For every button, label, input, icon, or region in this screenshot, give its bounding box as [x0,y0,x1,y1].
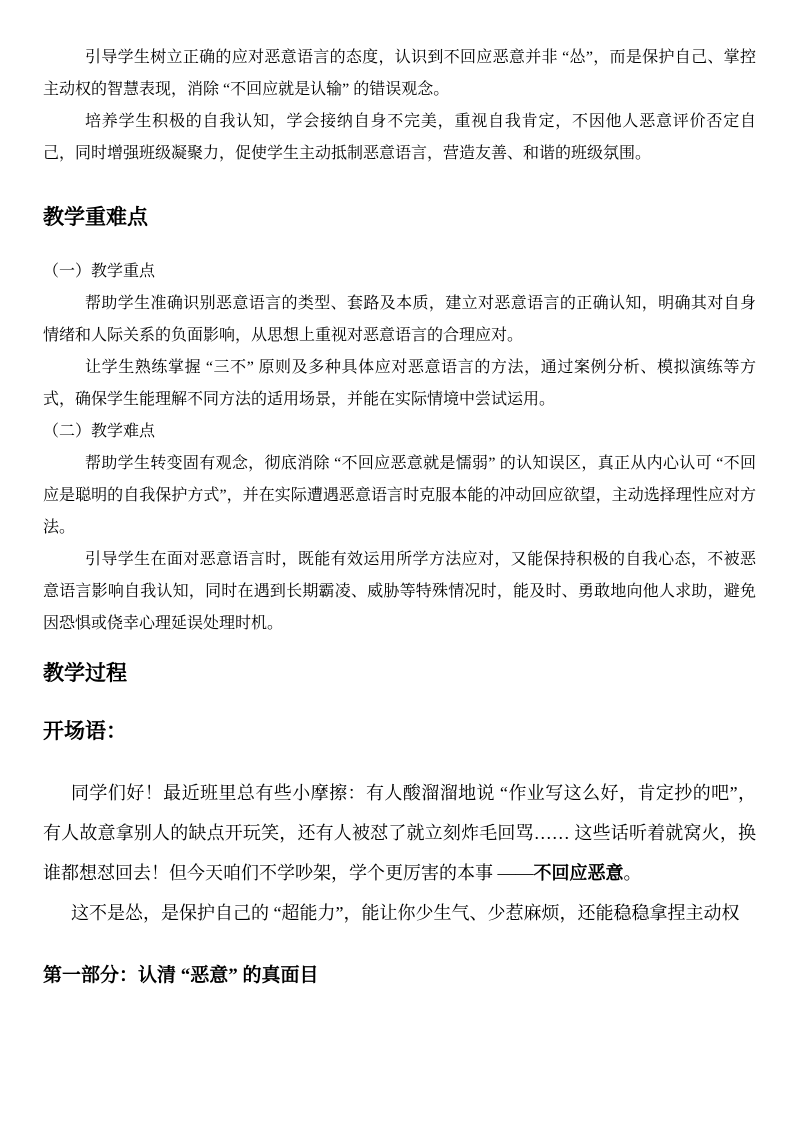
paragraph-opening-1 [43,773,756,893]
heading-opening-remarks: 开场语： [43,719,127,743]
paragraph-key-point-1: 帮助学生准确识别恶意语言的类型、套路及本质，建立对恶意语言的正确认知，明确其对自身情绪和人际关系的负面影响，从思想上重视对恶意语言的合理应对。 [43,295,756,344]
heading-teaching-key-difficult-points: 教学重难点 [43,205,148,229]
opening-paragraph-period: 。 [623,863,642,883]
paragraph-key-point-2: 让学生熟练掌握 “三不” 原则及多种具体应对恶意语言的方法，通过案例分析、模拟演练等方式，确保学生能理解不同方法的适用场景，并能在实际情境中尝试运用。 [43,359,756,408]
label-teaching-key-point: （一）教学重点 [43,263,156,280]
heading-teaching-process: 教学过程 [43,661,127,685]
heading-part-one: 第一部分：认清 “恶意” 的真面目 [43,965,319,986]
opening-paragraph-text: 同学们好！最近班里总有些小摩擦：有人酸溜溜地说 “作业写这么好，肯定抄的吧”，有人故意拿别人的缺点开玩笑，还有人被怼了就立刻炸毛回骂…… 这些话听着就窝火，换谁都想怼回去！但今天咱们不学吵架，学个更厉害的本事 —— [43,783,756,883]
label-teaching-difficult-point: （二）教学难点 [43,423,156,440]
opening-paragraph-bold-phrase: 不回应恶意 [533,863,624,883]
paragraph-goal-self-cognition: 培养学生积极的自我认知，学会接纳自身不完美，重视自我肯定，不因他人恶意评价否定自己，同时增强班级凝聚力，促使学生主动抵制恶意语言，营造友善、和谐的班级氛围。 [43,113,756,162]
paragraph-goal-attitude: 引导学生树立正确的应对恶意语言的态度，认识到不回应恶意并非 “怂”，而是保护自己、掌控主动权的智慧表现，消除 “不回应就是认输” 的错误观念。 [43,49,756,98]
paragraph-difficult-point-1: 帮助学生转变固有观念，彻底消除 “不回应恶意就是懦弱” 的认知误区，真正从内心认可 “不回应是聪明的自我保护方式”，并在实际遭遇恶意语言时克服本能的冲动回应欲望，主动选择理性应对方法。 [43,455,756,536]
paragraph-difficult-point-2: 引导学生在面对恶意语言时，既能有效运用所学方法应对，又能保持积极的自我心态，不被恶意语言影响自我认知，同时在遇到长期霸凌、威胁等特殊情况时，能及时、勇敢地向他人求助，避免因恐惧或侥幸心理延误处理时机。 [43,551,756,632]
paragraph-opening-2: 这不是怂，是保护自己的 “超能力”，能让你少生气、少惹麻烦，还能稳稳拿捏主动权 [71,903,740,923]
